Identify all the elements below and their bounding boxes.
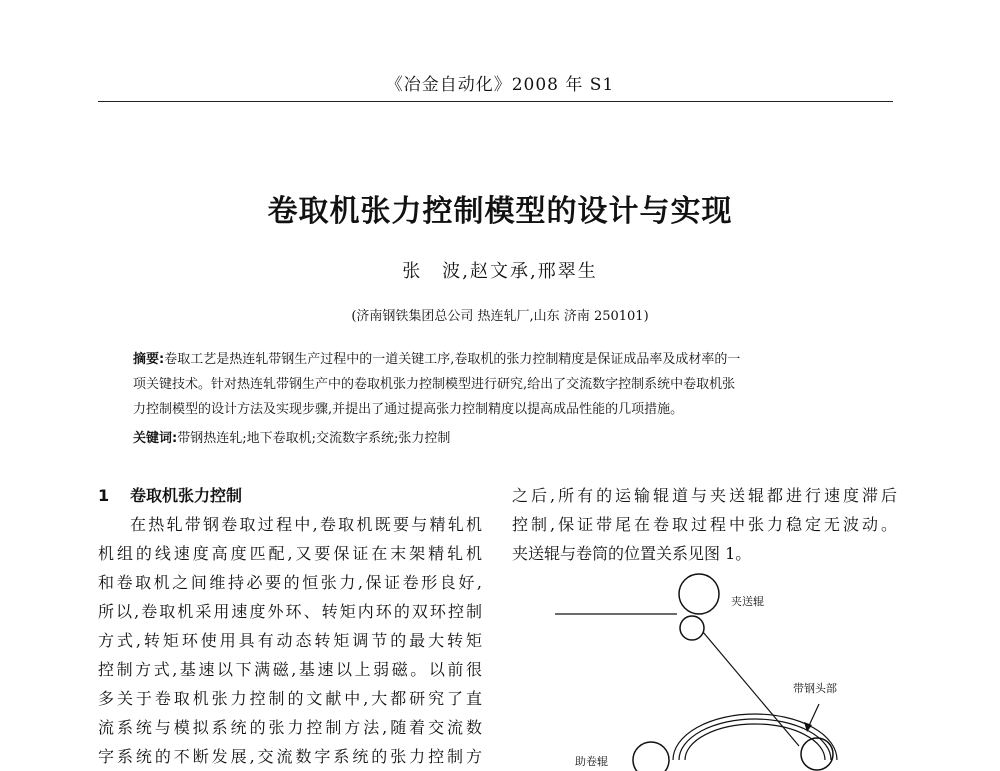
label-pinch-roll: 夹送辊 xyxy=(731,595,764,608)
keywords-text: 带钢热连轧;地下卷取机;交流数字系统;张力控制 xyxy=(177,431,451,446)
label-strip-head: 带钢头部 xyxy=(793,682,837,695)
abstract-text: 卷取工艺是热连轧带钢生产过程中的一道关键工序,卷取机的张力控制精度是保证成品率及成材率的一 xyxy=(164,352,741,367)
authors: 张 波,赵文承,邢翠生 xyxy=(402,261,598,282)
section-heading xyxy=(98,481,482,510)
running-header: 《冶金自动化》2008 年 S1 xyxy=(385,75,615,95)
header-rule xyxy=(98,101,893,102)
body-line: 流系统与模拟系统的张力控制方法,随着交流数 xyxy=(98,718,482,737)
wrapper-roll-left xyxy=(633,742,669,771)
keywords xyxy=(133,427,868,446)
mandrel-arc-inner xyxy=(685,724,825,760)
abstract xyxy=(133,347,868,422)
right-column xyxy=(512,481,897,568)
body-line: 夹送辊与卷筒的位置关系见图 1。 xyxy=(512,544,752,563)
body-line: 字系统的不断发展,交流数字系统的张力控制方 xyxy=(98,747,482,766)
pinch-roll-upper xyxy=(679,574,719,614)
label-wrapper-roll: 助卷辊 xyxy=(575,755,608,768)
abstract-label: 摘要: xyxy=(133,352,165,367)
body-line: 方式,转矩环使用具有动态转矩调节的最大转矩 xyxy=(98,631,482,650)
section-title: 卷取机张力控制 xyxy=(130,486,243,505)
paper-title: 卷取机张力控制模型的设计与实现 xyxy=(267,194,733,229)
abstract-line: 力控制模型的设计方法及实现步骤,并提出了通过提高张力控制精度以提高成品性能的几项措施。 xyxy=(133,402,684,417)
body-line: 控制,保证带尾在卷取过程中张力稳定无波动。 xyxy=(512,515,897,534)
body-line: 所以,卷取机采用速度外环、转矩内环的双环控制 xyxy=(98,602,482,621)
body-line: 多关于卷取机张力控制的文献中,大都研究了直 xyxy=(98,689,482,708)
body-line: 机组的线速度高度匹配,又要保证在末架精轧机 xyxy=(98,544,482,563)
body-line: 控制方式,基速以下满磁,基速以上弱磁。以前很 xyxy=(98,660,482,679)
abstract-line: 项关键技术。针对热连轧带钢生产中的卷取机张力控制模型进行研究,给出了交流数字控制系统中卷取机张 xyxy=(133,377,736,392)
mandrel-arc-outer xyxy=(673,714,837,760)
figure-1-diagram xyxy=(555,560,895,768)
pinch-roll-lower xyxy=(680,616,704,640)
body-line: 在热轧带钢卷取过程中,卷取机既要与精轧机 xyxy=(130,515,482,534)
left-column xyxy=(98,481,482,771)
affiliation: (济南钢铁集团总公司 热连轧厂,山东 济南 250101) xyxy=(351,309,649,324)
strip-path xyxy=(703,632,799,746)
keywords-label: 关键词: xyxy=(133,431,178,446)
section-number: 1 xyxy=(98,486,110,505)
body-line: 之后,所有的运输辊道与夹送辊都进行速度滞后 xyxy=(512,486,897,505)
body-line: 和卷取机之间维持必要的恒张力,保证卷形良好, xyxy=(98,573,482,592)
abstract-line xyxy=(133,347,868,372)
